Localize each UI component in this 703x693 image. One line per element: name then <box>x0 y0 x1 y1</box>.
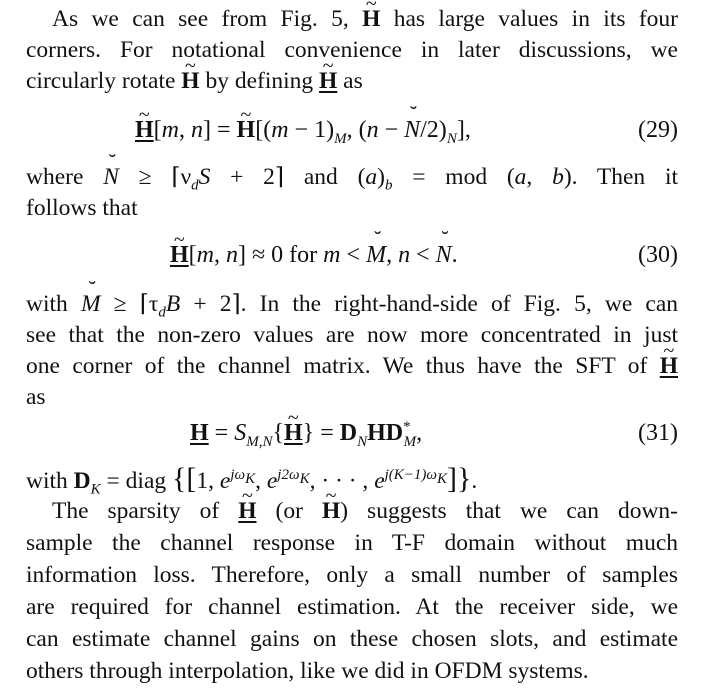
paragraph-3-line-3: one corner of the channel matrix. We thus have the SFT of ~ H <box>26 351 678 382</box>
paragraph-5-line-2: sample the channel response in T-F domain without much <box>26 530 678 556</box>
paragraph-2-line-2: follows that <box>26 195 138 221</box>
equation-29 <box>0 113 703 149</box>
equation-31-body: $H = S_{M,N}\{\sim$ $H\} = D_NHD^*_M$, <box>190 416 422 450</box>
paragraph-4-line-1: with $D_K$ = diag {[1, $e^{j\omega_K}$, $e^{j2\omega_K}$, · · · , $e^{j(K-1)\omega_K}$]}. <box>26 462 478 498</box>
paragraph-2-line-1: where ˘ $N \ge ⌈\nu_dS$ + 2⌉ and $(a)_b$ = mod (a, b). Then it <box>26 162 678 193</box>
paragraph-5-line-3: information loss. Therefore, only a small number of samples <box>26 562 678 588</box>
equation-29-number: (29) <box>638 117 678 143</box>
equation-29-body: ~ H[m, n] = ~ $H[(m - 1)_M$, (n − ˘ $N/2)_N$], <box>135 113 471 147</box>
paragraph-5-line-5: can estimate channel gains on these chosen slots, and estimate <box>26 626 678 652</box>
paragraph-3-line-4: as <box>26 384 46 410</box>
paragraph-3-line-2: see that the non-zero values are now more concentrated in just <box>26 322 678 348</box>
paragraph-1-line-1: As we can see from Fig. 5, ~ H has large values in its four <box>52 4 678 35</box>
paragraph-5-line-1: The sparsity of ~ H (or ~ H) suggests that we can down- <box>52 496 678 527</box>
paragraph-5-line-6: others through interpolation, like we did in OFDM systems. <box>26 658 589 684</box>
equation-31 <box>0 416 703 452</box>
equation-30-number: (30) <box>638 242 678 268</box>
equation-30 <box>0 238 703 274</box>
paragraph-3-line-1: with ˘ $M \ge ⌈\tau_dB$ + 2⌉. In the right-hand-side of Fig. 5, we can <box>26 289 678 320</box>
equation-31-number: (31) <box>638 420 678 446</box>
equation-30-body: ~ H[m, n] ≈ 0 for m < ˘ M, n < ˘ N. <box>170 238 458 272</box>
paragraph-1-line-2: corners. For notational convenience in later discussions, we <box>26 37 678 63</box>
paragraph-1-line-3: circularly rotate ~ H by defining ~ H as <box>26 66 678 97</box>
paragraph-5-line-4: are required for channel estimation. At the receiver side, we <box>26 594 678 620</box>
